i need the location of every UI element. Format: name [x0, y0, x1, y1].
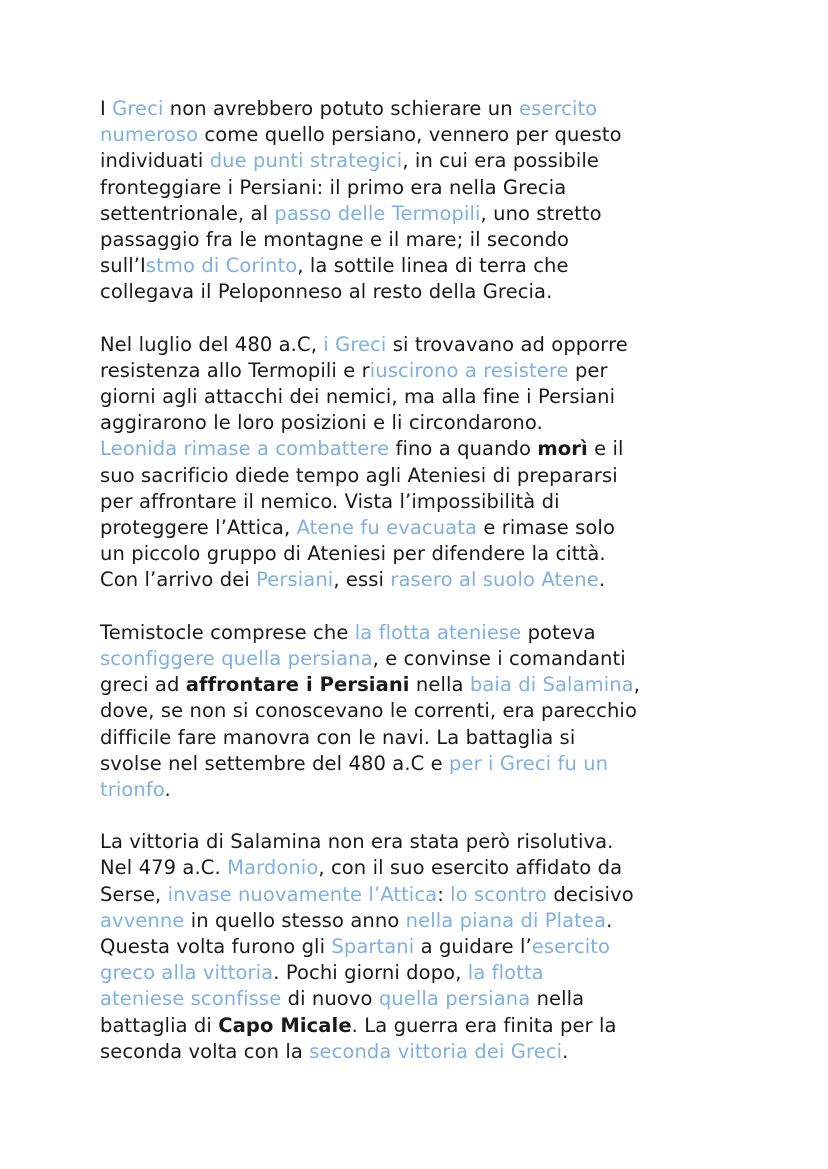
text-line [100, 96, 740, 122]
text-run: non avrebbero potuto schierare un [163, 97, 519, 120]
text-line [100, 122, 740, 148]
text-line [100, 829, 740, 855]
text-line [100, 620, 740, 646]
text-run: . [606, 908, 613, 932]
text-line [100, 279, 740, 305]
bold-text: affrontare i Persiani [185, 673, 410, 697]
highlighted-text: avvenne [100, 908, 185, 932]
text-line [100, 567, 740, 593]
paragraph [100, 96, 740, 306]
highlighted-text: Atene fu evacuata [296, 516, 478, 539]
highlighted-text: lo scontro [450, 882, 548, 906]
text-run: seconda volta con la [100, 1039, 310, 1063]
text-line [100, 358, 740, 384]
paragraph [100, 620, 740, 803]
text-line [100, 436, 740, 462]
highlighted-text: iuscirono a resistere [369, 358, 569, 382]
text-run: in quello stesso anno [184, 908, 406, 932]
text-line [100, 332, 740, 358]
text-run: proteggere l’Attica, [100, 516, 297, 539]
highlighted-text: nella piana di Platea [405, 908, 607, 932]
text-run: resistenza allo Termopili e r [100, 358, 370, 382]
text-run: greci ad [100, 673, 186, 697]
text-run: svolse nel settembre del 480 a.C e [100, 751, 450, 775]
text-run: nella [409, 673, 470, 697]
highlighted-text: la flotta ateniese [354, 620, 522, 644]
text-line [100, 1039, 740, 1065]
text-run: La vittoria di Salamina non era stata però risolutiva. [100, 830, 614, 854]
text-line [100, 410, 740, 436]
text-run: , essi [333, 568, 391, 592]
text-run: fino a quando [389, 437, 538, 461]
text-run: decisivo [547, 882, 634, 906]
text-run: un piccolo gruppo di Ateniesi per difendere la città. [100, 542, 606, 566]
text-line [100, 227, 740, 253]
highlighted-text: due punti strategici [209, 149, 403, 173]
paragraph [100, 332, 740, 594]
highlighted-text: Leonida rimase a combattere [100, 437, 390, 461]
text-run: Serse, [100, 882, 168, 906]
text-line [100, 908, 740, 934]
text-run: , in cui era possibile [402, 149, 600, 173]
highlighted-text: quella persiana [378, 987, 531, 1011]
text-run: a guidare l’ [414, 935, 532, 958]
text-run: individuati [100, 149, 210, 173]
text-line [100, 855, 740, 881]
text-run: , [633, 673, 641, 697]
highlighted-text: Greci [112, 97, 164, 120]
text-line [100, 201, 740, 227]
text-run: . La guerra era finita per la [351, 1013, 617, 1037]
text-run: Temistocle comprese che [100, 620, 355, 644]
text-run: dove, se non si conoscevano le correnti, era parecchio [100, 699, 637, 723]
text-line [100, 882, 740, 908]
text-run: per affrontare il nemico. Vista l’impossibilità di [100, 489, 560, 513]
text-run: aggirarono le loro posizioni e li circondarono. [100, 411, 543, 435]
text-run: Questa volta furono gli [100, 935, 332, 958]
text-run: , la sottile linea di terra che [297, 254, 569, 278]
text-run: . [562, 1039, 569, 1063]
text-run: e il [587, 437, 624, 461]
text-run: e rimase solo [477, 516, 615, 539]
highlighted-text: Spartani [331, 935, 415, 958]
highlighted-text: i Greci [323, 332, 387, 356]
text-run: , e convinse i comandanti [372, 646, 626, 670]
text-run: settentrionale, al [100, 201, 275, 225]
highlighted-text: trionfo [100, 777, 165, 801]
text-run: Nel 479 a.C. [100, 856, 228, 880]
text-line [100, 489, 740, 515]
text-run: collegava il Peloponneso al resto della Grecia. [100, 280, 553, 304]
text-line [100, 725, 740, 751]
text-run: . Pochi giorni dopo, [273, 961, 468, 985]
highlighted-text: invase nuovamente l’Attica [167, 882, 438, 906]
text-line [100, 515, 740, 541]
text-run: fronteggiare i Persiani: il primo era nella Grecia [100, 175, 567, 199]
text-line [100, 148, 740, 174]
text-line [100, 384, 740, 410]
highlighted-text: numeroso [100, 123, 199, 147]
highlighted-text: seconda vittoria dei Greci [309, 1039, 563, 1063]
highlighted-text: rasero al suolo Atene [390, 568, 599, 592]
text-run: per [568, 358, 608, 382]
highlighted-text: esercito [531, 935, 611, 958]
highlighted-text: sconfiggere quella persiana [100, 646, 373, 670]
text-run: suo sacrificio diede tempo agli Ateniesi di prepararsi [100, 463, 618, 487]
highlighted-text: baia di Salamina [469, 673, 634, 697]
highlighted-text: Persiani [256, 568, 334, 592]
paragraph [100, 829, 740, 1065]
text-run: , uno stretto [480, 201, 602, 225]
text-run: di nuovo [281, 987, 379, 1011]
text-run: sull’I [100, 254, 146, 278]
text-line [100, 698, 740, 724]
text-run: battaglia di [100, 1013, 219, 1037]
text-line [100, 253, 740, 279]
text-line [100, 751, 740, 777]
text-run: giorni agli attacchi dei nemici, ma alla fine i Persiani [100, 385, 616, 409]
text-line [100, 777, 740, 803]
text-run: I [100, 97, 113, 120]
text-run: si trovavano ad opporre [386, 332, 628, 356]
highlighted-text: greco alla vittoria [100, 961, 274, 985]
text-run: come quello persiano, vennero per questo [198, 123, 622, 147]
text-line [100, 646, 740, 672]
highlighted-text: ateniese sconfisse [100, 987, 282, 1011]
text-run: passaggio fra le montagne e il mare; il secondo [100, 227, 570, 251]
highlighted-text: per i Greci fu un [449, 751, 609, 775]
document-page [100, 96, 740, 1091]
text-line [100, 960, 740, 986]
text-line [100, 1013, 740, 1039]
highlighted-text: passo delle Termopili [274, 201, 481, 225]
bold-text: Capo Micale [218, 1013, 352, 1037]
text-run: Nel luglio del 480 a.C, [100, 332, 324, 356]
text-run: . [598, 568, 606, 592]
highlighted-text: esercito [519, 97, 598, 120]
text-line [100, 463, 740, 489]
highlighted-text: Mardonio [227, 856, 319, 880]
text-run: : [437, 882, 451, 906]
text-run: difficile fare manovra con le navi. La battaglia si [100, 725, 576, 749]
text-line [100, 986, 740, 1012]
text-line [100, 934, 740, 960]
text-run: nella [530, 987, 585, 1011]
highlighted-text: stmo di Corinto [145, 254, 298, 278]
text-line [100, 672, 740, 698]
text-run: poteva [521, 620, 596, 644]
text-run: , con il suo esercito affidato da [318, 856, 623, 880]
text-line [100, 175, 740, 201]
text-run: . [164, 777, 171, 801]
highlighted-text: la flotta [467, 961, 544, 985]
text-line [100, 541, 740, 567]
text-run: Con l’arrivo dei [100, 568, 257, 592]
bold-text: morì [537, 437, 588, 461]
